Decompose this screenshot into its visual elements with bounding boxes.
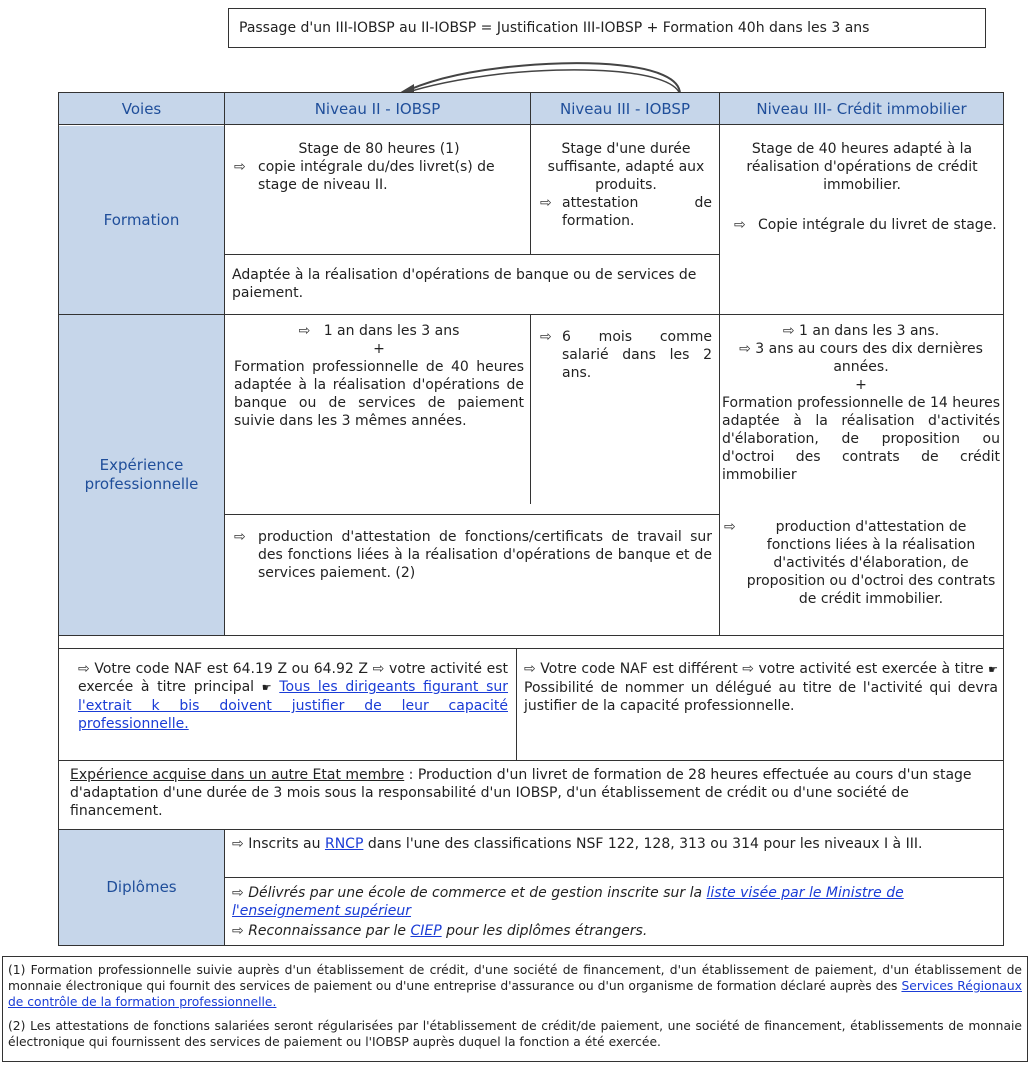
arrow-icon: ⇨ [540, 329, 552, 345]
formation-ci-text: Stage de 40 heures adapté à la réalisation d'opérations de crédit immobilier. [746, 141, 978, 193]
experience-n3-cell [540, 328, 712, 382]
arrow-icon: ⇨ [234, 529, 246, 545]
arrow-icon: ⇨ [724, 519, 736, 535]
experience-attestation-text: production d'attestation de fonctions/certificats de travail sur des fonctions liées à la réalisation d'opérations de banque et de services paiement. (2) [258, 529, 712, 581]
formation-n2-item [234, 158, 524, 194]
experience-ci-cell [722, 322, 1000, 484]
experience-attestation-item [234, 528, 712, 582]
arrow-icon: ⇨ [524, 661, 536, 677]
arrow-icon: ⇨ [734, 217, 746, 233]
header-voies: Voies [59, 93, 224, 124]
diplomes-item-1: ⇨ Inscrits au RNCP dans l'une des classifications NSF 122, 128, 313 ou 314 pour les niveaux I à III. [232, 836, 923, 852]
arrow-icon: ⇨ [742, 661, 754, 677]
experience-ci-text: Formation professionnelle de 14 heures adaptée à la réalisation d'activités d'élaboration, de proposition ou d'octroi des contrats de crédit immobilier [722, 395, 1000, 483]
row-label-formation: Formation [59, 126, 224, 314]
banner-scroll [228, 8, 986, 48]
formation-n2-item-text: copie intégrale du/des livret(s) de stage de niveau II. [258, 159, 495, 193]
row-label-diplomes: Diplômes [59, 829, 224, 945]
arrow-icon: ⇨ [540, 195, 552, 211]
experience-n2-cell [234, 322, 524, 430]
liste-ministre-link[interactable]: liste visée par le Ministre de l'enseignement supérieur [232, 885, 904, 919]
header-niveau-3-credit-immobilier: Niveau III- Crédit immobilier [720, 93, 1003, 124]
autre-etat-text: : Production d'un livret de formation de 28 heures effectuée au cours d'un stage d'adaptation d'une durée de 3 mois sous la responsabilité d'un IOBSP, d'un établissement de crédit ou d'une société de financement. [70, 767, 972, 819]
naf-right-cell [524, 660, 998, 715]
formation-n2-title: Stage de 80 heures (1) [298, 141, 460, 157]
experience-n3-item-text: 6 mois comme salarié dans les 2 ans. [562, 329, 712, 381]
header-niveau-2: Niveau II - IOBSP [225, 93, 530, 124]
experience-ci-attestation-item [724, 518, 998, 608]
autre-etat-title: Expérience acquise dans un autre Etat membre [70, 767, 405, 783]
formation-n3-item [540, 194, 712, 230]
services-regionaux-link[interactable]: Services Régionaux de contrôle de la formation professionnelle. [8, 979, 1022, 1009]
formation-ci-cell [726, 140, 998, 234]
hand-pointer-icon: ☛ [988, 663, 998, 676]
footnote-1: (1) Formation professionnelle suivie auprès d'un établissement de crédit, d'une société de financement, d'un établissement de paiement, d'un établissement de monnaie électronique qui fournit des services de paiement ou d'une entreprise d'assurance ou d'un organisme de formation déclaré auprès des Services Régionaux de contrôle de la formation professionnelle. [8, 963, 1022, 1009]
experience-n3-item [540, 328, 712, 382]
autre-etat-cell [70, 766, 998, 820]
formation-ci-item-text: Copie intégrale du livret de stage. [758, 217, 997, 233]
arrow-icon: ⇨ [782, 323, 795, 339]
experience-n2-text: Formation professionnelle de 40 heures adaptée à la réalisation d'opérations de banque ou de services de paiement suivie dans les 3 mêmes années. [234, 359, 524, 429]
experience-ci-item2: ⇨ 3 ans au cours des dix dernières années. [739, 341, 983, 375]
arrow-icon: ⇨ [234, 159, 246, 175]
arrow-icon: ⇨ [739, 341, 751, 357]
hand-pointer-icon: ☛ [261, 681, 272, 694]
ciep-link[interactable]: CIEP [410, 923, 442, 939]
plus-sign: + [855, 377, 867, 393]
experience-n2-first-text: 1 an dans les 3 ans [323, 323, 460, 339]
diplomes-item-2: ⇨ Délivrés par une école de commerce et de gestion inscrite sur la liste visée par le Ministre de l'enseignement supérieur [232, 885, 904, 919]
formation-n3-text: Stage d'une durée suffisante, adapté aux produits. [547, 141, 705, 193]
naf-left-cell [78, 660, 508, 733]
experience-ci-attestation-cell [724, 518, 998, 608]
row-label-experience [59, 315, 224, 635]
experience-ci-item1: ⇨ 1 an dans les 3 ans. [782, 323, 940, 339]
banner-text: Passage d'un III-IOBSP au II-IOBSP = Justification III-IOBSP + Formation 40h dans les 3 ans [239, 20, 870, 36]
plus-sign: + [373, 341, 385, 357]
rncp-link[interactable]: RNCP [324, 836, 364, 852]
naf-right-text: ⇨ Votre code NAF est différent ⇨ votre activité est exercée à titre ☛ Possibilité de nommer un délégué au titre de l'activité qui devra justifier de la capacité professionnelle. [524, 661, 998, 714]
experience-attestation-cell [234, 528, 712, 582]
naf-dirigeants-link[interactable]: Tous les dirigeants figurant sur l'extrait k bis doivent justifier de leur capacité professionnelle. [78, 679, 509, 732]
formation-n2-cell [234, 140, 524, 194]
arrow-icon: ⇨ [372, 661, 385, 677]
formation-n3-cell [540, 140, 712, 230]
footnote-2: (2) Les attestations de fonctions salariées seront régularisées par l'établissement de crédit/de paiement, une société de financement, établissements de monnaie électronique qui fournissent des services de paiement ou l'IOBSP auprès duquel la fonction a été exercée. [8, 1019, 1022, 1049]
formation-ci-item [726, 216, 998, 234]
formation-n3-item-text: attestation de formation. [562, 195, 712, 229]
arrow-icon: ⇨ [298, 323, 311, 339]
header-niveau-3: Niveau III - IOBSP [531, 93, 719, 124]
experience-n2-first [234, 322, 524, 340]
formation-shared-cell: Adaptée à la réalisation d'opérations de banque ou de services de paiement. [232, 267, 697, 301]
naf-left-text: ⇨ Votre code NAF est 64.19 Z ou 64.92 Z ⇨ votre activité est exercée à titre principal ☛ Tous les dirigeants figurant sur l'extrait k bis doivent justifier de leur capacité professionnelle. [78, 661, 509, 732]
arrow-icon: ⇨ [232, 836, 244, 852]
experience-label: Expérience professionnelle [84, 456, 199, 493]
arrow-icon: ⇨ [78, 661, 90, 677]
arrow-icon: ⇨ [232, 885, 244, 901]
experience-ci-attestation-text: production d'attestation de fonctions liées à la réalisation d'activités d'élaboration, de proposition ou d'octroi des contrats de crédit immobilier. [746, 519, 996, 607]
diplomes-item-3: ⇨ Reconnaissance par le CIEP pour les diplômes étrangers. [232, 923, 648, 939]
arrow-icon: ⇨ [232, 923, 244, 939]
